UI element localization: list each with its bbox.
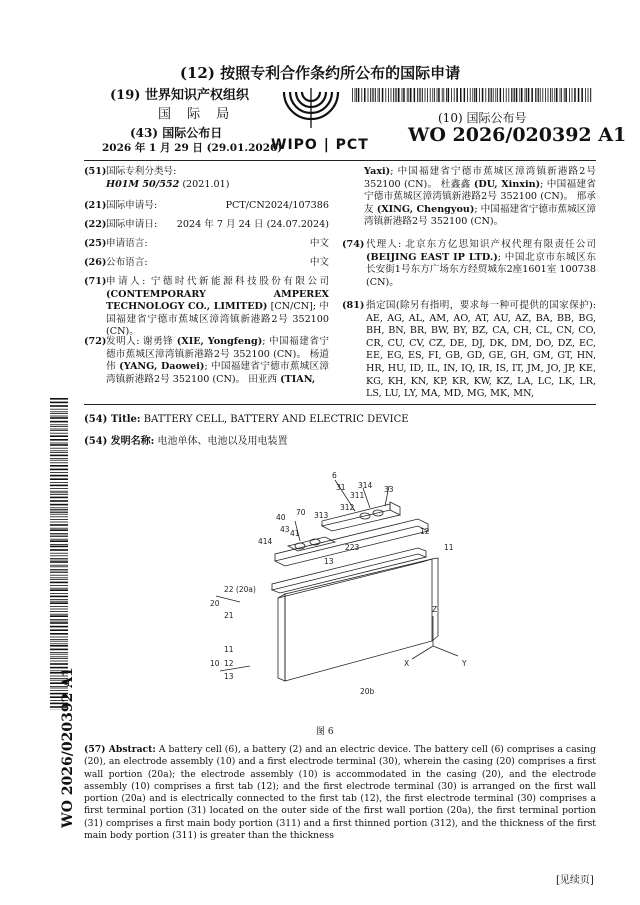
publication-number: WO 2026/020392 A1 xyxy=(408,124,627,146)
svg-text:20: 20 xyxy=(210,599,220,608)
pub-date-label: (43) 国际公布日 xyxy=(130,126,223,140)
svg-text:13: 13 xyxy=(324,557,334,566)
svg-text:33: 33 xyxy=(384,485,394,494)
title-english: (54) Title: BATTERY CELL, BATTERY AND ELECTRIC DEVICE xyxy=(84,414,409,425)
svg-text:223: 223 xyxy=(345,543,360,552)
org-bureau: 国 际 局 xyxy=(158,107,236,122)
field-72-inventors: (72) 发明人: 谢勇锋 (XIE, Yongfeng); 中国福建省宁德市蕉城区漳湾镇新港路2号 352100 (CN)。 杨道伟 (YANG, Daowei); 中国福建省宁德市蕉城区漳湾镇新港路2号 352100 (CN)。 田亚西 (TIAN, xyxy=(84,336,329,385)
body-divider xyxy=(84,404,596,405)
field-81-designated-states: (81) 指定国(除另有指明，要求每一种可提供的国家保护): AE, AG, AL, AM, AO, AT, AU, AZ, BA, BB, BG, BH, BN, BR, BW, BY, BZ, CA, CH, CL, CN, CO, CR, CU, CV, CZ, DE, DJ, DK, DM, DO, DZ, EC, EE, EG, ES, FI, GB, GD, GE, GH, GM, GT, HN, HR, HU, ID, IL, IN, IQ, IR, IS, IT, JM, JO, JP, KE, KG, KH, KN, KP, KR, KW, KZ, LA, LC, LK, LR, LS, LU, LY, MA, MD, MG, MK, MN, xyxy=(342,300,596,400)
pub-date: 2026 年 1 月 29 日 (29.01.2026) xyxy=(102,142,283,154)
svg-text:Z: Z xyxy=(432,605,438,614)
svg-text:22 (20a): 22 (20a) xyxy=(224,585,256,594)
svg-text:X: X xyxy=(404,659,410,668)
svg-text:312: 312 xyxy=(340,503,355,512)
field-25: (25) 申请语言: 中文 xyxy=(84,238,329,249)
svg-text:311: 311 xyxy=(350,491,365,500)
svg-text:41: 41 xyxy=(290,529,300,538)
abstract: (57) Abstract: A battery cell (6), a battery (2) and an electric device. The battery cell (6) comprises a casing (20), an electrode assembly (10) and a first electrode terminal (30), wherein the casing (20) comprises a first wall portion (20a); the electrode assembly (10) is accommodated in the casing (20), and the electrode assembly (10) comprises a first tab (12); and the first electrode terminal (30) is arranged on the first wall portion (20a) and is electrically connected to the first tab (12), the first electrode terminal (30) comprises a first terminal portion (31) located on the outer side of the first wall portion (20a), the first terminal portion (31) comprises a first main body portion (311) and a first thinned portion (312), and the thickness of the first main body portion (311) is greater than the thickness xyxy=(84,744,597,842)
svg-text:414: 414 xyxy=(258,537,273,546)
header-divider xyxy=(84,160,596,161)
svg-text:20b: 20b xyxy=(360,687,375,696)
svg-text:31: 31 xyxy=(336,483,346,492)
pub-no-label: (10) 国际公布号 xyxy=(438,111,527,125)
org-name: (19) 世界知识产权组织 xyxy=(110,88,249,103)
svg-text:12: 12 xyxy=(420,527,430,536)
field-21: (21) 国际申请号: PCT/CN2024/107386 xyxy=(84,200,329,211)
field-71-applicant: (71) 申请人: 宁德时代新能源科技股份有限公司 (CONTEMPORARY AMPEREX TECHNOLOGY CO., LIMITED) [CN/CN]; 中国福建省宁德市蕉城区漳湾镇新港路2号 352100 (CN)。 xyxy=(84,276,329,338)
svg-text:Y: Y xyxy=(462,659,467,668)
wipo-pct-logo-text: WIPO | PCT xyxy=(271,137,369,153)
svg-text:12: 12 xyxy=(224,659,234,668)
title-chinese: (54) 发明名称: 电池单体、电池以及用电装置 xyxy=(84,436,288,447)
inventors-continued: Yaxi); 中国福建省宁德市蕉城区漳湾镇新港路2号 352100 (CN)。 杜鑫鑫 (DU, Xinxin); 中国福建省宁德市蕉城区漳湾镇新港路2号 352100 (CN)。 邢承友 (XING, Chengyou); 中国福建省宁德市蕉城区漳湾镇新港路2号 352100 (CN)。 xyxy=(364,166,596,228)
svg-text:21: 21 xyxy=(224,611,234,620)
svg-text:313: 313 xyxy=(314,511,329,520)
svg-text:6: 6 xyxy=(332,471,337,480)
wipo-logo-icon xyxy=(276,86,346,138)
svg-text:11: 11 xyxy=(444,543,454,552)
svg-text:43: 43 xyxy=(280,525,290,534)
patent-figure xyxy=(190,466,490,720)
svg-text:40: 40 xyxy=(276,513,286,522)
document-title: (12) 按照专利合作条约所公布的国际申请 xyxy=(179,64,461,82)
field-22: (22) 国际申请日: 2024 年 7 月 24 日 (24.07.2024) xyxy=(84,219,329,230)
continued-marker: [见续页] xyxy=(556,875,594,886)
barcode xyxy=(352,87,592,101)
side-barcode xyxy=(50,398,68,710)
svg-text:13: 13 xyxy=(224,672,234,681)
svg-text:314: 314 xyxy=(358,481,373,490)
svg-text:10: 10 xyxy=(210,659,220,668)
figure-caption: 图 6 xyxy=(316,727,334,737)
field-74-agent: (74) 代理人: 北京东方亿思知识产权代理有限责任公司 (BEIJING EAST IP LTD.); 中国北京市东城区东长安街1号东方广场东方经贸城东2座1601室 100738 (CN)。 xyxy=(342,239,596,288)
side-publication-number: WO 2026/020392 A1 xyxy=(60,667,76,828)
field-51: (51) 国际专利分类号: H01M 50/552 (2021.01) xyxy=(84,166,230,190)
field-26: (26) 公布语言: 中文 xyxy=(84,257,329,268)
svg-text:11: 11 xyxy=(224,645,234,654)
svg-text:70: 70 xyxy=(296,508,306,517)
